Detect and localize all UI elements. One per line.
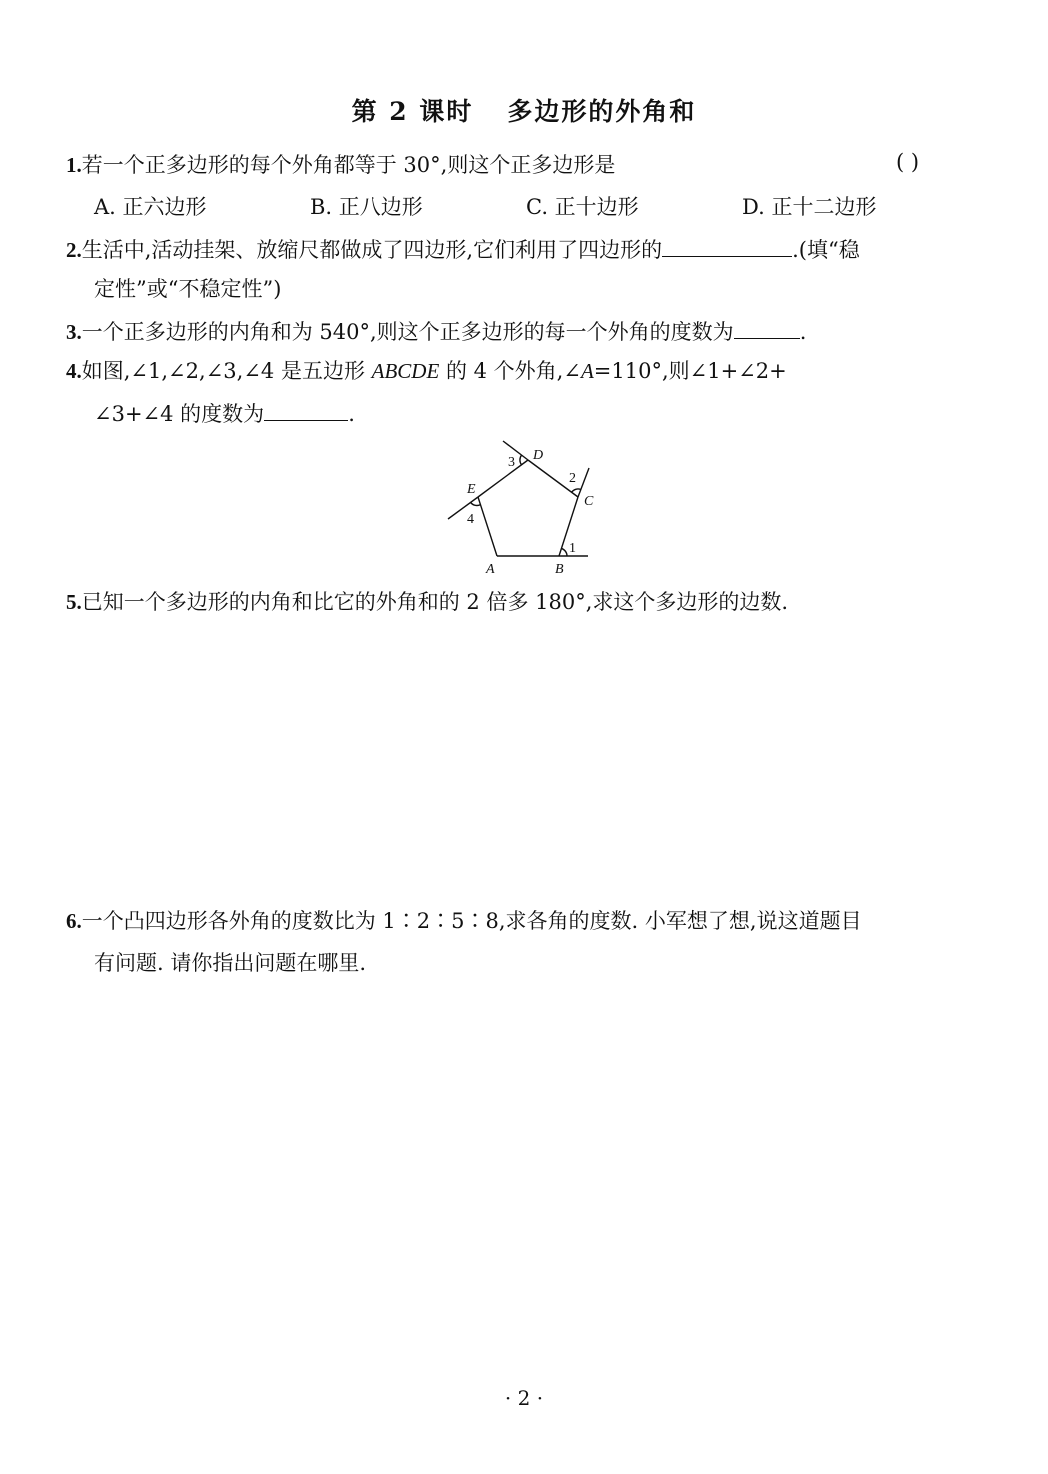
- question-text-tail: .(填“稳: [792, 238, 860, 262]
- question-2: [66, 234, 860, 265]
- vertex-label-d: D: [533, 448, 544, 463]
- pentagon-figure: [440, 436, 610, 581]
- lesson-topic: 多边形的外角和: [507, 97, 697, 126]
- question-text: 已知一个多边形的内角和比它的外角和的 2 倍多 180°,求这个多边形的边数.: [81, 590, 789, 614]
- question-text: ∠3+∠4 的度数为: [94, 402, 265, 426]
- angle-label-2: 2: [569, 471, 576, 486]
- question-3: [66, 316, 806, 347]
- vertex-label-a: A: [486, 562, 495, 577]
- question-text: 一个正多边形的内角和为 540°,则这个正多边形的每一个外角的度数为: [81, 320, 734, 344]
- vertex-label-c: C: [584, 494, 594, 509]
- question-number: 2.: [66, 238, 82, 262]
- question-text: 的 4 个外角,∠: [439, 359, 581, 383]
- polygon-name: ABCDE: [371, 359, 440, 383]
- answer-blank[interactable]: [662, 234, 792, 257]
- question-text: 生活中,活动挂架、放缩尺都做成了四边形,它们利用了四边形的: [81, 238, 663, 262]
- page-title: [0, 92, 1048, 128]
- angle-label-3: 3: [508, 455, 515, 470]
- question-6: [66, 906, 862, 936]
- lesson-label: 第 2 课时: [351, 97, 474, 126]
- answer-blank[interactable]: [734, 316, 800, 339]
- angle-variable: A: [580, 359, 594, 383]
- question-5: [66, 587, 788, 617]
- question-text-tail: .: [799, 320, 807, 344]
- angle-label-1: 1: [569, 541, 576, 556]
- question-4: [66, 356, 787, 386]
- question-text: 若一个正多边形的每个外角都等于 30°,则这个正多边形是: [81, 153, 616, 177]
- angle-label-4: 4: [467, 512, 474, 527]
- vertex-label-b: B: [555, 562, 564, 577]
- question-text: 如图,∠1,∠2,∠3,∠4 是五边形: [81, 359, 372, 383]
- question-1: [66, 150, 615, 180]
- question-text-tail: .: [348, 402, 355, 426]
- question-4-continued: [94, 398, 355, 429]
- question-number: 5.: [66, 590, 82, 614]
- question-text: 一个凸四边形各外角的度数比为 1∶2∶5∶8,求各角的度数. 小军想了想,说这道题目: [81, 909, 862, 933]
- vertex-label-e: E: [467, 482, 476, 497]
- question-number: 6.: [66, 909, 82, 933]
- option-a: A. 正六边形: [94, 195, 207, 219]
- option-b: B. 正八边形: [310, 195, 423, 219]
- question-1-options: [66, 192, 966, 222]
- question-6-continued: 有问题. 请你指出问题在哪里.: [94, 951, 367, 975]
- option-c: C. 正十边形: [526, 195, 639, 219]
- question-number: 1.: [66, 153, 82, 177]
- page-number: · 2 ·: [504, 1386, 544, 1410]
- option-d: D. 正十二边形: [742, 195, 877, 219]
- answer-blank[interactable]: [264, 398, 348, 421]
- answer-parentheses: ( ): [896, 150, 920, 174]
- question-text: =110°,则∠1+∠2+: [593, 359, 787, 383]
- question-2-continued: 定性”或“不稳定性”): [94, 277, 282, 301]
- question-number: 3.: [66, 320, 82, 344]
- question-number: 4.: [66, 359, 82, 383]
